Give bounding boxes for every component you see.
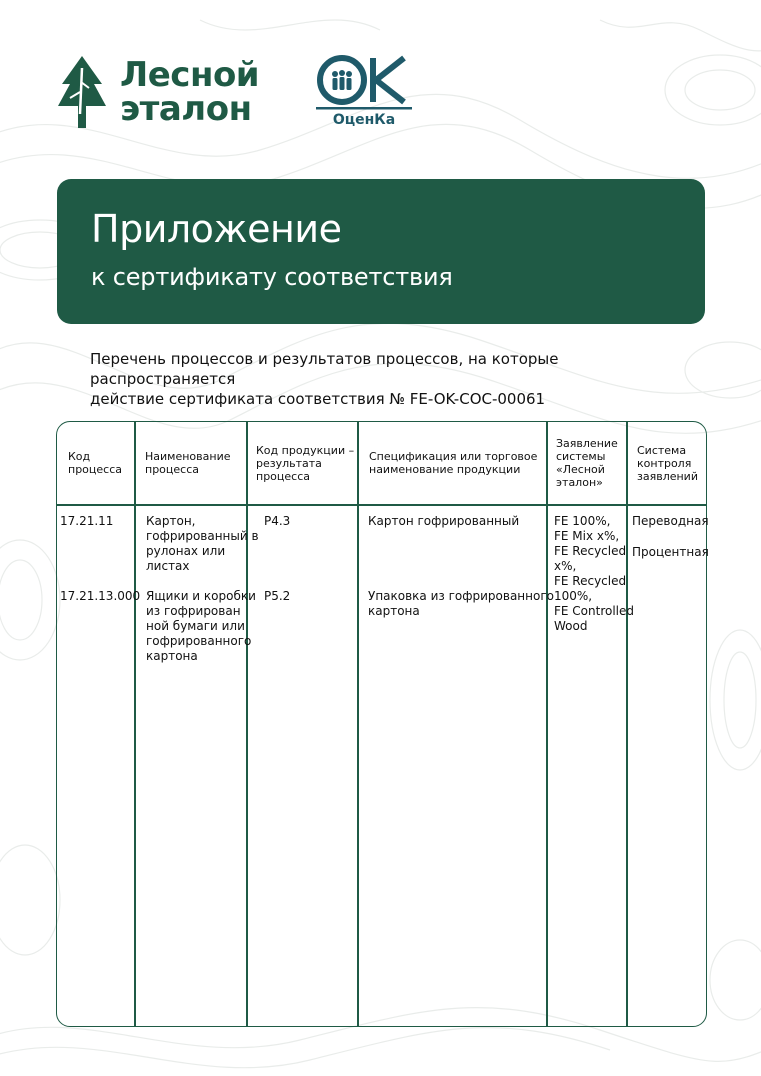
ok-emblem-icon <box>312 54 416 114</box>
header-product-code: Код продукции – результата процесса <box>256 444 355 483</box>
header-specification: Спецификация или торговое наименование продукции <box>369 450 538 476</box>
brand-line-2: эталон <box>120 89 252 129</box>
control-system-transfer: Переводная <box>632 514 709 528</box>
column-divider <box>134 421 136 1027</box>
ok-otsenka-logo <box>312 54 422 136</box>
title-banner <box>57 179 705 324</box>
page-title: Приложение <box>91 207 342 251</box>
header-process-name: Наименование процесса <box>145 450 231 476</box>
column-divider <box>357 421 359 1027</box>
column-divider <box>546 421 548 1027</box>
brand-name <box>120 55 260 129</box>
lesnoy-etalon-logo <box>52 54 272 134</box>
brand-line-1: Лесной <box>120 55 260 95</box>
row1-process-name: Картон, гофрированный в рулонах или листах <box>146 514 259 573</box>
page-subtitle: к сертификату соответствия <box>91 263 453 291</box>
intro-line-2: действие сертификата соответствия № FE-OK-COC-00061 <box>90 390 546 408</box>
tree-icon <box>56 54 108 130</box>
row1-product-code: P4.3 <box>264 514 291 528</box>
row2-product-code: P5.2 <box>264 589 291 603</box>
column-divider <box>246 421 248 1027</box>
header-process-code: Код процесса <box>68 450 122 476</box>
header-divider <box>56 504 707 506</box>
row1-specification: Картон гофрированный <box>368 514 520 528</box>
row1-process-code: 17.21.11 <box>60 514 114 528</box>
intro-paragraph <box>90 349 700 409</box>
system-claims-list: FE 100%, FE Mix x%, FE Recycled x%, FE Recycled 100%, FE Controlled Wood <box>554 514 635 633</box>
control-system-percentage: Процентная <box>632 545 709 559</box>
header-control-system: Система контроля заявлений <box>637 444 698 483</box>
column-divider <box>626 421 628 1027</box>
row2-process-name: Ящики и коробки из гофрирован ной бумаги или гофрированного картона <box>146 589 256 663</box>
row2-process-code: 17.21.13.000 <box>60 589 141 603</box>
row2-specification: Упаковка из гофрированного картона <box>368 589 554 618</box>
certificate-table <box>56 421 707 1027</box>
intro-line-1: Перечень процессов и результатов процессов, на которые распространяется <box>90 350 559 388</box>
header-system-claim: Заявление системы «Лесной эталон» <box>556 437 618 489</box>
ok-brand-text: ОценКа <box>332 112 396 128</box>
